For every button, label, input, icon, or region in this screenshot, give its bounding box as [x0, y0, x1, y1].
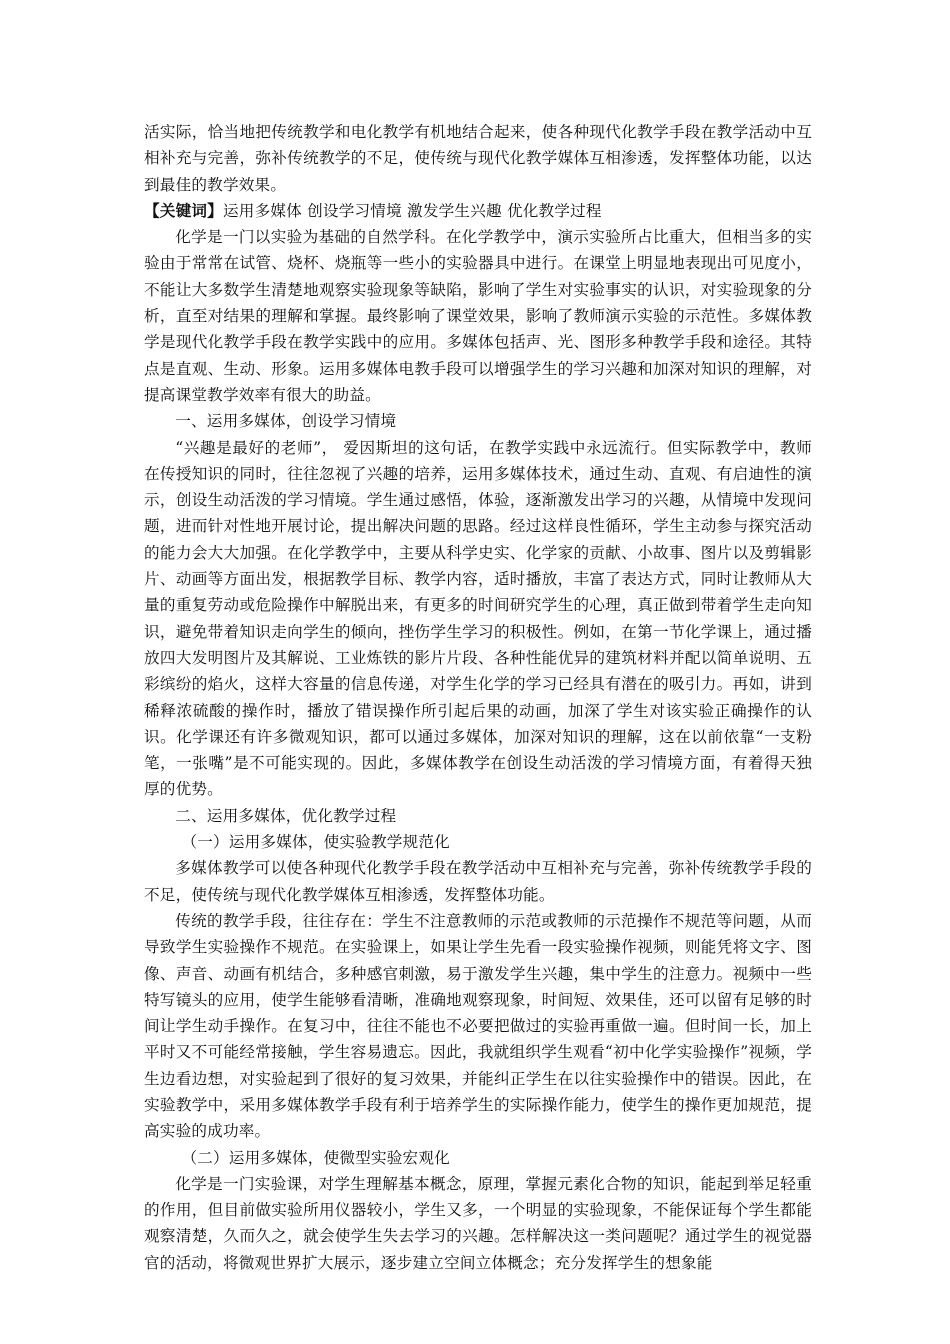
keywords-text: 运用多媒体 创设学习情境 激发学生兴趣 优化教学过程	[222, 201, 602, 220]
subsection-heading-1: （一）运用多媒体，使实验教学规范化	[181, 833, 450, 852]
subsection-heading-2: （二）运用多媒体，使微型实验宏观化	[181, 1148, 450, 1167]
keywords-label: 【关键词】	[144, 200, 223, 220]
body-paragraph-1: 化学是一门以实验为基础的自然学科。在化学教学中，演示实验所占比重大，但相当多的实验由于常常在试管、烧杯、烧瓶等一些小的实验器具中进行。在课堂上明显地表现出可见度小，不能让大多数学生清楚地观察实验现象等缺陷，影响了学生对实验事实的认识，对实验现象的分析，直至对结果的理解和掌握。最终影响了课堂效果，影响了教师演示实验的示范性。多媒体教学是现代化教学手段在教学实践中的应用。多媒体包括声、光、图形多种教学手段和途径。其特点是直观、生动、形象。运用多媒体电教手段可以增强学生的学习兴趣和加深对知识的理解，对提高课堂教学效率有很大的助益。	[144, 228, 812, 404]
section-heading-1: 一、运用多媒体，创设学习情境	[175, 412, 397, 431]
section-heading-2: 二、运用多媒体，优化教学过程	[175, 806, 397, 825]
body-paragraph-5: 化学是一门实验课，对学生理解基本概念，原理，掌握元素化合物的知识，能起到举足轻重的作用，但目前做实验所用仪器较小，学生又多，一个明显的实验现象，不能保证每个学生都能观察清楚，久而久之，就会使学生失去学习的兴趣。怎样解决这一类问题呢？通过学生的视觉器官的活动，将微观世界扩大展示，逐步建立空间立体概念；充分发挥学生的想象能	[144, 1174, 812, 1272]
body-paragraph-2: “兴趣是最好的老师”， 爱因斯坦的这句话，在教学实践中永远流行。但实际教学中，教师在传授知识的同时，往往忽视了兴趣的培养，运用多媒体技术，通过生动、直观、有启迪性的演示，创设生动活泼的学习情境。学生通过感悟，体验，逐渐激发出学习的兴趣，从情境中发现问题，进而针对性地开展讨论，提出解决问题的思路。经过这样良性循环，学生主动参与探究活动的能力会大大加强。在化学教学中，主要从科学史实、化学家的贡献、小故事、图片以及剪辑影片、动画等方面出发，根据教学目标、教学内容，适时播放，丰富了表达方式，同时让教师从大量的重复劳动或危险操作中解脱出来，有更多的时间研究学生的心理，真正做到带着学生走向知识，避免带着知识走向学生的倾向，挫伤学生学习的积极性。例如，在第一节化学课上，通过播放四大发明图片及其解说、工业炼铁的影片片段、各种性能优异的建筑材料并配以简单说明、五彩缤纷的焰火，这样大容量的信息传递，对学生化学的学习已经具有潜在的吸引力。再如，讲到稀释浓硫酸的操作时，播放了错误操作所引起后果的动画，加深了学生对该实验正确操作的认识。化学课还有许多微观知识，都可以通过多媒体，加深对知识的理解，这在以前依靠“一支粉笔，一张嘴”是不可能实现的。因此，多媒体教学在创设生动活泼的学习情境方面，有着得天独厚的优势。	[144, 438, 812, 799]
body-paragraph-4: 传统的教学手段，往往存在：学生不注意教师的示范或教师的示范操作不规范等问题，从而导致学生实验操作不规范。在实验课上，如果让学生先看一段实验操作视频，则能凭将文字、图像、声音、动画有机结合，多种感官刺激，易于激发学生兴趣，集中学生的注意力。视频中一些特写镜头的应用，使学生能够看清晰，准确地观察现象，时间短、效果佳，还可以留有足够的时间让学生动手操作。在复习中，往往不能也不必要把做过的实验再重做一遍。但时间一长，加上平时又不可能经常接触，学生容易遗忘。因此，我就组织学生观看“初中化学实验操作”视频，学生边看边想，对实验起到了很好的复习效果，并能纠正学生在以往实验操作中的错误。因此，在实验教学中，采用多媒体教学手段有利于培养学生的实际操作能力，使学生的操作更加规范，提高实验的成功率。	[144, 911, 812, 1141]
document-body	[144, 119, 812, 1276]
intro-paragraph-tail: 活实际，恰当地把传统教学和电化教学有机地结合起来，使各种现代化教学手段在教学活动中互相补充与完善，弥补传统教学的不足，使传统与现代化教学媒体互相渗透，发挥整体功能，以达到最佳的教学效果。	[144, 123, 812, 194]
body-paragraph-3: 多媒体教学可以使各种现代化教学手段在教学活动中互相补充与完善，弥补传统教学手段的不足，使传统与现代化教学媒体互相渗透，发挥整体功能。	[144, 859, 812, 904]
keywords-line	[144, 198, 812, 224]
